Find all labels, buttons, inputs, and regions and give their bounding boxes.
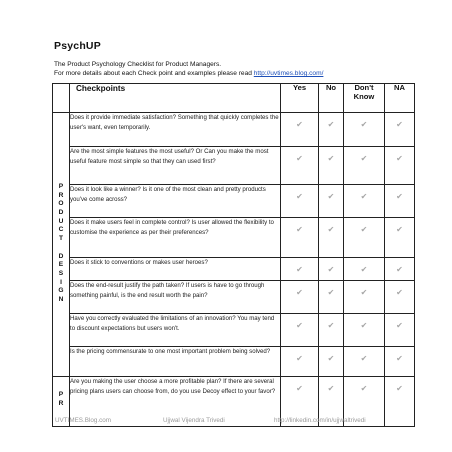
checkmark-dont-know-cell[interactable] [344, 218, 385, 258]
checkmark-icon: ✔ [396, 288, 403, 297]
intro-line-1: The Product Psychology Checklist for Product Managers. [54, 61, 222, 68]
checkmark-na-cell[interactable] [385, 113, 415, 147]
header-yes: Yes [281, 84, 319, 113]
checkmark-icon: ✔ [296, 154, 303, 163]
checkmark-icon: ✔ [360, 265, 368, 274]
header-checkpoints: Checkpoints [70, 84, 281, 113]
checkmark-icon: ✔ [396, 154, 403, 163]
intro-text [54, 60, 434, 78]
checkmark-icon: ✔ [360, 192, 368, 201]
checkmark-na-cell[interactable] [385, 185, 415, 218]
checkmark-dont-know-cell[interactable] [344, 185, 385, 218]
page-title: PsychUP [54, 40, 101, 52]
checkpoint-question: Does it make users feel in complete control? Is user allowed the flexibility to customise the experience as per their preferences? [70, 218, 281, 258]
checkmark-yes-cell[interactable] [281, 218, 319, 258]
checkmark-icon: ✔ [296, 265, 303, 274]
header-row [53, 84, 415, 113]
checkmark-icon: ✔ [360, 225, 368, 234]
header-na: NA [385, 84, 415, 113]
checkmark-icon: ✔ [296, 192, 303, 201]
table-row [53, 185, 415, 218]
checkmark-yes-cell[interactable] [281, 314, 319, 347]
checkpoint-question: Does the end-result justify the path taken? If users is have to go through something painful, is the end result worth the pain? [70, 281, 281, 314]
checkmark-yes-cell[interactable] [281, 113, 319, 147]
checkmark-icon: ✔ [327, 265, 335, 274]
checkmark-icon: ✔ [327, 120, 335, 129]
header-dont-know: Don't Know [344, 84, 385, 113]
checkmark-icon: ✔ [327, 154, 335, 163]
table-row [53, 347, 415, 377]
checkmark-dont-know-cell[interactable] [344, 314, 385, 347]
header-blank-cell [53, 84, 70, 113]
checkmark-icon: ✔ [360, 120, 368, 129]
checkmark-na-cell[interactable] [385, 147, 415, 185]
checkmark-icon: ✔ [396, 192, 403, 201]
table-row [53, 218, 415, 258]
table-row [53, 147, 415, 185]
checkmark-na-cell[interactable] [385, 258, 415, 281]
table-row [53, 281, 415, 314]
checkmark-yes-cell[interactable] [281, 185, 319, 218]
checkmark-icon: ✔ [296, 321, 303, 330]
checkmark-icon: ✔ [327, 384, 335, 393]
checkmark-icon: ✔ [327, 225, 335, 234]
footer-center: Ujjwal Vijendra Trivedi [163, 417, 225, 424]
checkmark-no-cell[interactable] [319, 113, 344, 147]
blog-link[interactable]: http://uvtimes.blog.com/ [253, 70, 324, 77]
checkmark-icon: ✔ [296, 120, 303, 129]
intro-line-2 [54, 69, 434, 78]
checkmark-icon: ✔ [396, 120, 403, 129]
checkmark-icon: ✔ [360, 288, 368, 297]
checkmark-icon: ✔ [396, 225, 403, 234]
checkmark-na-cell[interactable] [385, 281, 415, 314]
checkmark-no-cell[interactable] [319, 185, 344, 218]
checkmark-icon: ✔ [296, 225, 303, 234]
checkmark-yes-cell[interactable] [281, 147, 319, 185]
checkpoint-question: Have you correctly evaluated the limitations of an innovation? You may tend to discount expectations but users won't. [70, 314, 281, 347]
checkmark-na-cell[interactable] [385, 377, 415, 427]
section-label-text: P R [58, 391, 64, 407]
checkpoint-question: Does it look like a winner? Is it one of the most clean and pretty products you've come across? [70, 185, 281, 218]
checklist-table [52, 83, 415, 427]
checkmark-dont-know-cell[interactable] [344, 258, 385, 281]
checkmark-icon: ✔ [360, 321, 368, 330]
checkmark-icon: ✔ [296, 288, 303, 297]
table-row [53, 314, 415, 347]
checkmark-dont-know-cell[interactable] [344, 113, 385, 147]
checkpoint-question: Does it provide immediate satisfaction? Something that quickly completes the user's want, even temporarily. [70, 113, 281, 147]
checkmark-dont-know-cell[interactable] [344, 147, 385, 185]
checkmark-dont-know-cell[interactable] [344, 281, 385, 314]
checkmark-icon: ✔ [360, 384, 368, 393]
table-row [53, 113, 415, 147]
checkmark-na-cell[interactable] [385, 314, 415, 347]
checkpoint-question: Is the pricing commensurate to one most important problem being solved? [70, 347, 281, 377]
section-label-product-design [53, 113, 70, 377]
table-row [53, 258, 415, 281]
checkpoint-question: Are you making the user choose a more profitable plan? If there are several pricing plans users can choose from, do you use Decoy effect to your favor? [70, 377, 281, 427]
checkmark-yes-cell[interactable] [281, 347, 319, 377]
header-no: No [319, 84, 344, 113]
footer-right: http://linkedin.com/in/ujjwaltrivedi [274, 417, 366, 424]
checkmark-no-cell[interactable] [319, 314, 344, 347]
checkmark-no-cell[interactable] [319, 281, 344, 314]
section-label-text: P R O D U C T D E S I G N [58, 182, 64, 304]
checkmark-icon: ✔ [396, 354, 403, 363]
checkmark-no-cell[interactable] [319, 258, 344, 281]
checkmark-na-cell[interactable] [385, 347, 415, 377]
checkmark-icon: ✔ [327, 192, 335, 201]
checkmark-no-cell[interactable] [319, 218, 344, 258]
checkmark-yes-cell[interactable] [281, 281, 319, 314]
checklist-rows [53, 113, 415, 427]
checkmark-icon: ✔ [327, 288, 335, 297]
checkpoint-question: Does it stick to conventions or makes user heroes? [70, 258, 281, 281]
checkmark-no-cell[interactable] [319, 147, 344, 185]
checkmark-icon: ✔ [296, 384, 303, 393]
checkmark-yes-cell[interactable] [281, 258, 319, 281]
checkmark-icon: ✔ [396, 384, 403, 393]
checkmark-icon: ✔ [327, 321, 335, 330]
checkpoint-question: Are the most simple features the most useful? Or Can you make the most useful feature most simple so that they can used first? [70, 147, 281, 185]
checkmark-icon: ✔ [327, 354, 335, 363]
checkmark-icon: ✔ [360, 354, 368, 363]
checkmark-icon: ✔ [296, 354, 303, 363]
footer-left: UVTIMES.Blog.com [55, 417, 111, 424]
checkmark-no-cell[interactable] [319, 347, 344, 377]
checkmark-icon: ✔ [360, 154, 368, 163]
checkmark-na-cell[interactable] [385, 218, 415, 258]
checkmark-icon: ✔ [396, 265, 403, 274]
checkmark-dont-know-cell[interactable] [344, 347, 385, 377]
intro-line-2-prefix: For more details about each Check point and examples please read [54, 70, 254, 77]
checkmark-icon: ✔ [396, 321, 403, 330]
